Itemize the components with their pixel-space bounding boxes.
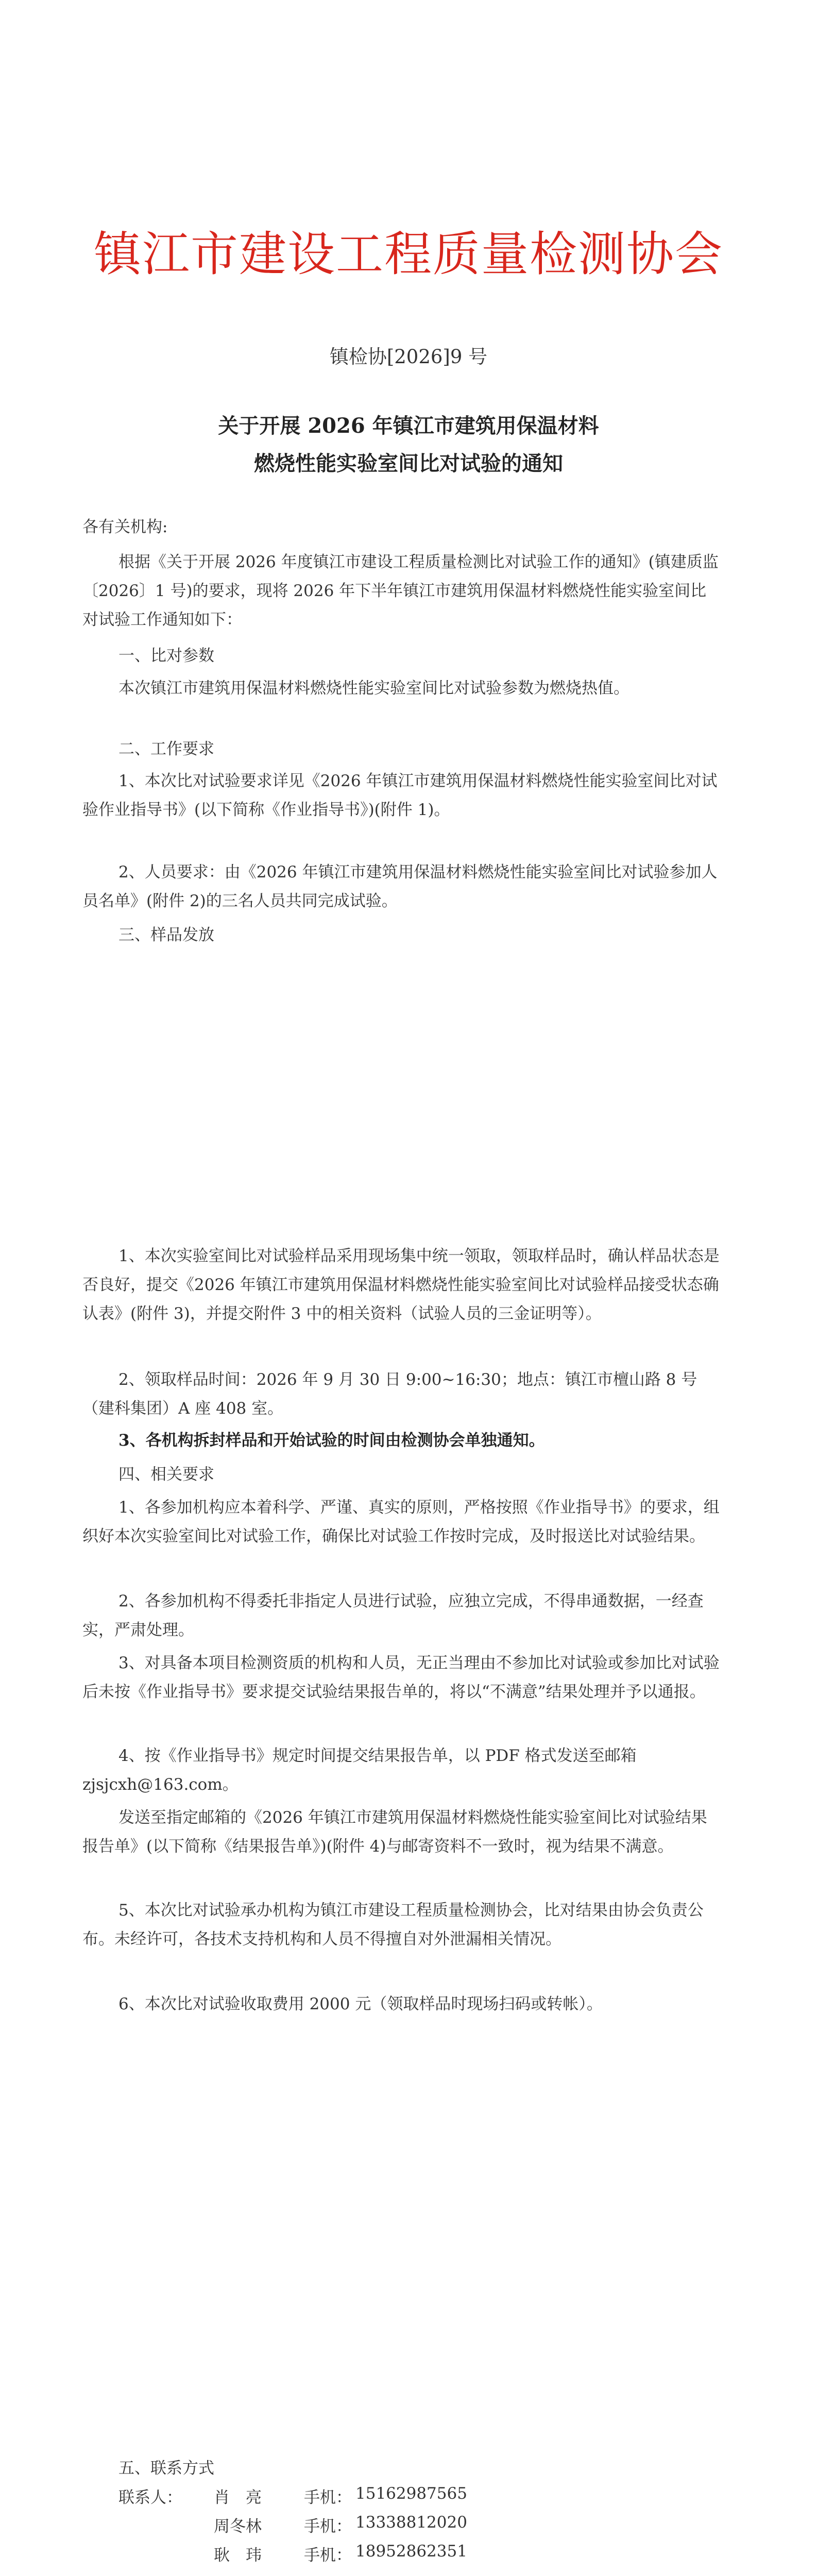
- section-4-item-6: 5、本次比对试验承办机构为镇江市建设工程质量检测协会，比对结果由协会负责公布。未经许可，各技术支持机构和人员不得擅自对外泄漏相关情况。: [82, 1901, 704, 1948]
- section-3-item-3: 3、各机构拆封样品和开始试验的时间由检测协会单独通知。: [118, 1431, 545, 1450]
- document-number: 镇检协[2026]9 号: [329, 346, 488, 368]
- contact-phone-3: 18952862351: [355, 2542, 467, 2561]
- contact-phone-2: 13338812020: [355, 2513, 467, 2532]
- contact-phone-label-3: 手机：: [304, 2546, 352, 2565]
- contact-label: 联系人：: [118, 2488, 182, 2507]
- contact-name-3: 耿 玮: [214, 2546, 262, 2565]
- org-header-title: 镇江市建设工程质量检测协会: [93, 227, 723, 282]
- notice-title-line-1: 关于开展 2026 年镇江市建筑用保温材料: [218, 414, 599, 438]
- section-1-text: 本次镇江市建筑用保温材料燃烧性能实验室间比对试验参数为燃烧热值。: [118, 679, 629, 698]
- contact-phone-label-2: 手机：: [304, 2517, 352, 2536]
- section-2-heading: 二、工作要求: [118, 740, 214, 758]
- contact-name-1: 肖 亮: [214, 2488, 262, 2507]
- section-4-item-7: 6、本次比对试验收取费用 2000 元（领取样品时现场扫码或转帐）。: [118, 1995, 603, 2013]
- mailing-address-line-1: [137, 2572, 582, 2576]
- salutation: 各有关机构:: [82, 518, 168, 536]
- intro-paragraph: 根据《关于开展 2026 年度镇江市建设工程质量检测比对试验工作的通知》(镇建质监〔2026〕1 号)的要求，现将 2026 年下半年镇江市建筑用保温材料燃烧性能实验室间比对试验工作通知如下：: [82, 553, 719, 629]
- contact-phone-label-1: 手机：: [304, 2488, 352, 2507]
- section-4-item-5: 发送至指定邮箱的《2026 年镇江市建筑用保温材料燃烧性能实验室间比对试验结果报告单》(以下简称《结果报告单》)(附件 4)与邮寄资料不一致时，视为结果不满意。: [82, 1808, 707, 1856]
- section-4-heading: 四、相关要求: [118, 1465, 214, 1484]
- section-4-item-1: 1、各参加机构应本着科学、严谨、真实的原则，严格按照《作业指导书》的要求，组织好本次实验室间比对试验工作，确保比对试验工作按时完成，及时报送比对试验结果。: [82, 1498, 720, 1546]
- section-3-item-1: 1、本次实验室间比对试验样品采用现场集中统一领取，领取样品时，确认样品状态是否良好，提交《2026 年镇江市建筑用保温材料燃烧性能实验室间比对试验样品接受状态确认表》(附件 3)，并提交附件 3 中的相关资料（试验人员的三金证明等）。: [82, 1247, 720, 1323]
- contact-name-2: 周冬林: [214, 2517, 262, 2536]
- section-4-item-2: 2、各参加机构不得委托非指定人员进行试验，应独立完成，不得串通数据，一经查实，严肃处理。: [82, 1592, 704, 1639]
- section-3-heading: 三、样品发放: [118, 926, 214, 944]
- contact-phone-1: 15162987565: [355, 2484, 467, 2503]
- section-3-item-2: 2、领取样品时间：2026 年 9 月 30 日 9:00~16:30；地点：镇江市檀山路 8 号（建科集团）A 座 408 室。: [82, 1370, 697, 1418]
- section-2-item-1: 1、本次比对试验要求详见《2026 年镇江市建筑用保温材料燃烧性能实验室间比对试验作业指导书》(以下简称《作业指导书》)(附件 1)。: [82, 772, 718, 819]
- section-1-heading: 一、比对参数: [118, 647, 214, 665]
- notice-title-line-2: 燃烧性能实验室间比对试验的通知: [254, 451, 563, 476]
- section-4-item-3: 3、对具备本项目检测资质的机构和人员，无正当理由不参加比对试验或参加比对试验后未按《作业指导书》要求提交试验结果报告单的，将以“不满意”结果处理并予以通报。: [82, 1654, 720, 1701]
- section-2-item-2: 2、人员要求：由《2026 年镇江市建筑用保温材料燃烧性能实验室间比对试验参加人员名单》(附件 2)的三名人员共同完成试验。: [82, 863, 718, 910]
- section-4-item-4: 4、按《作业指导书》规定时间提交结果报告单，以 PDF 格式发送至邮箱 zjsjcxh@163.com。: [82, 1747, 637, 1794]
- section-5-heading: 五、联系方式: [118, 2459, 214, 2478]
